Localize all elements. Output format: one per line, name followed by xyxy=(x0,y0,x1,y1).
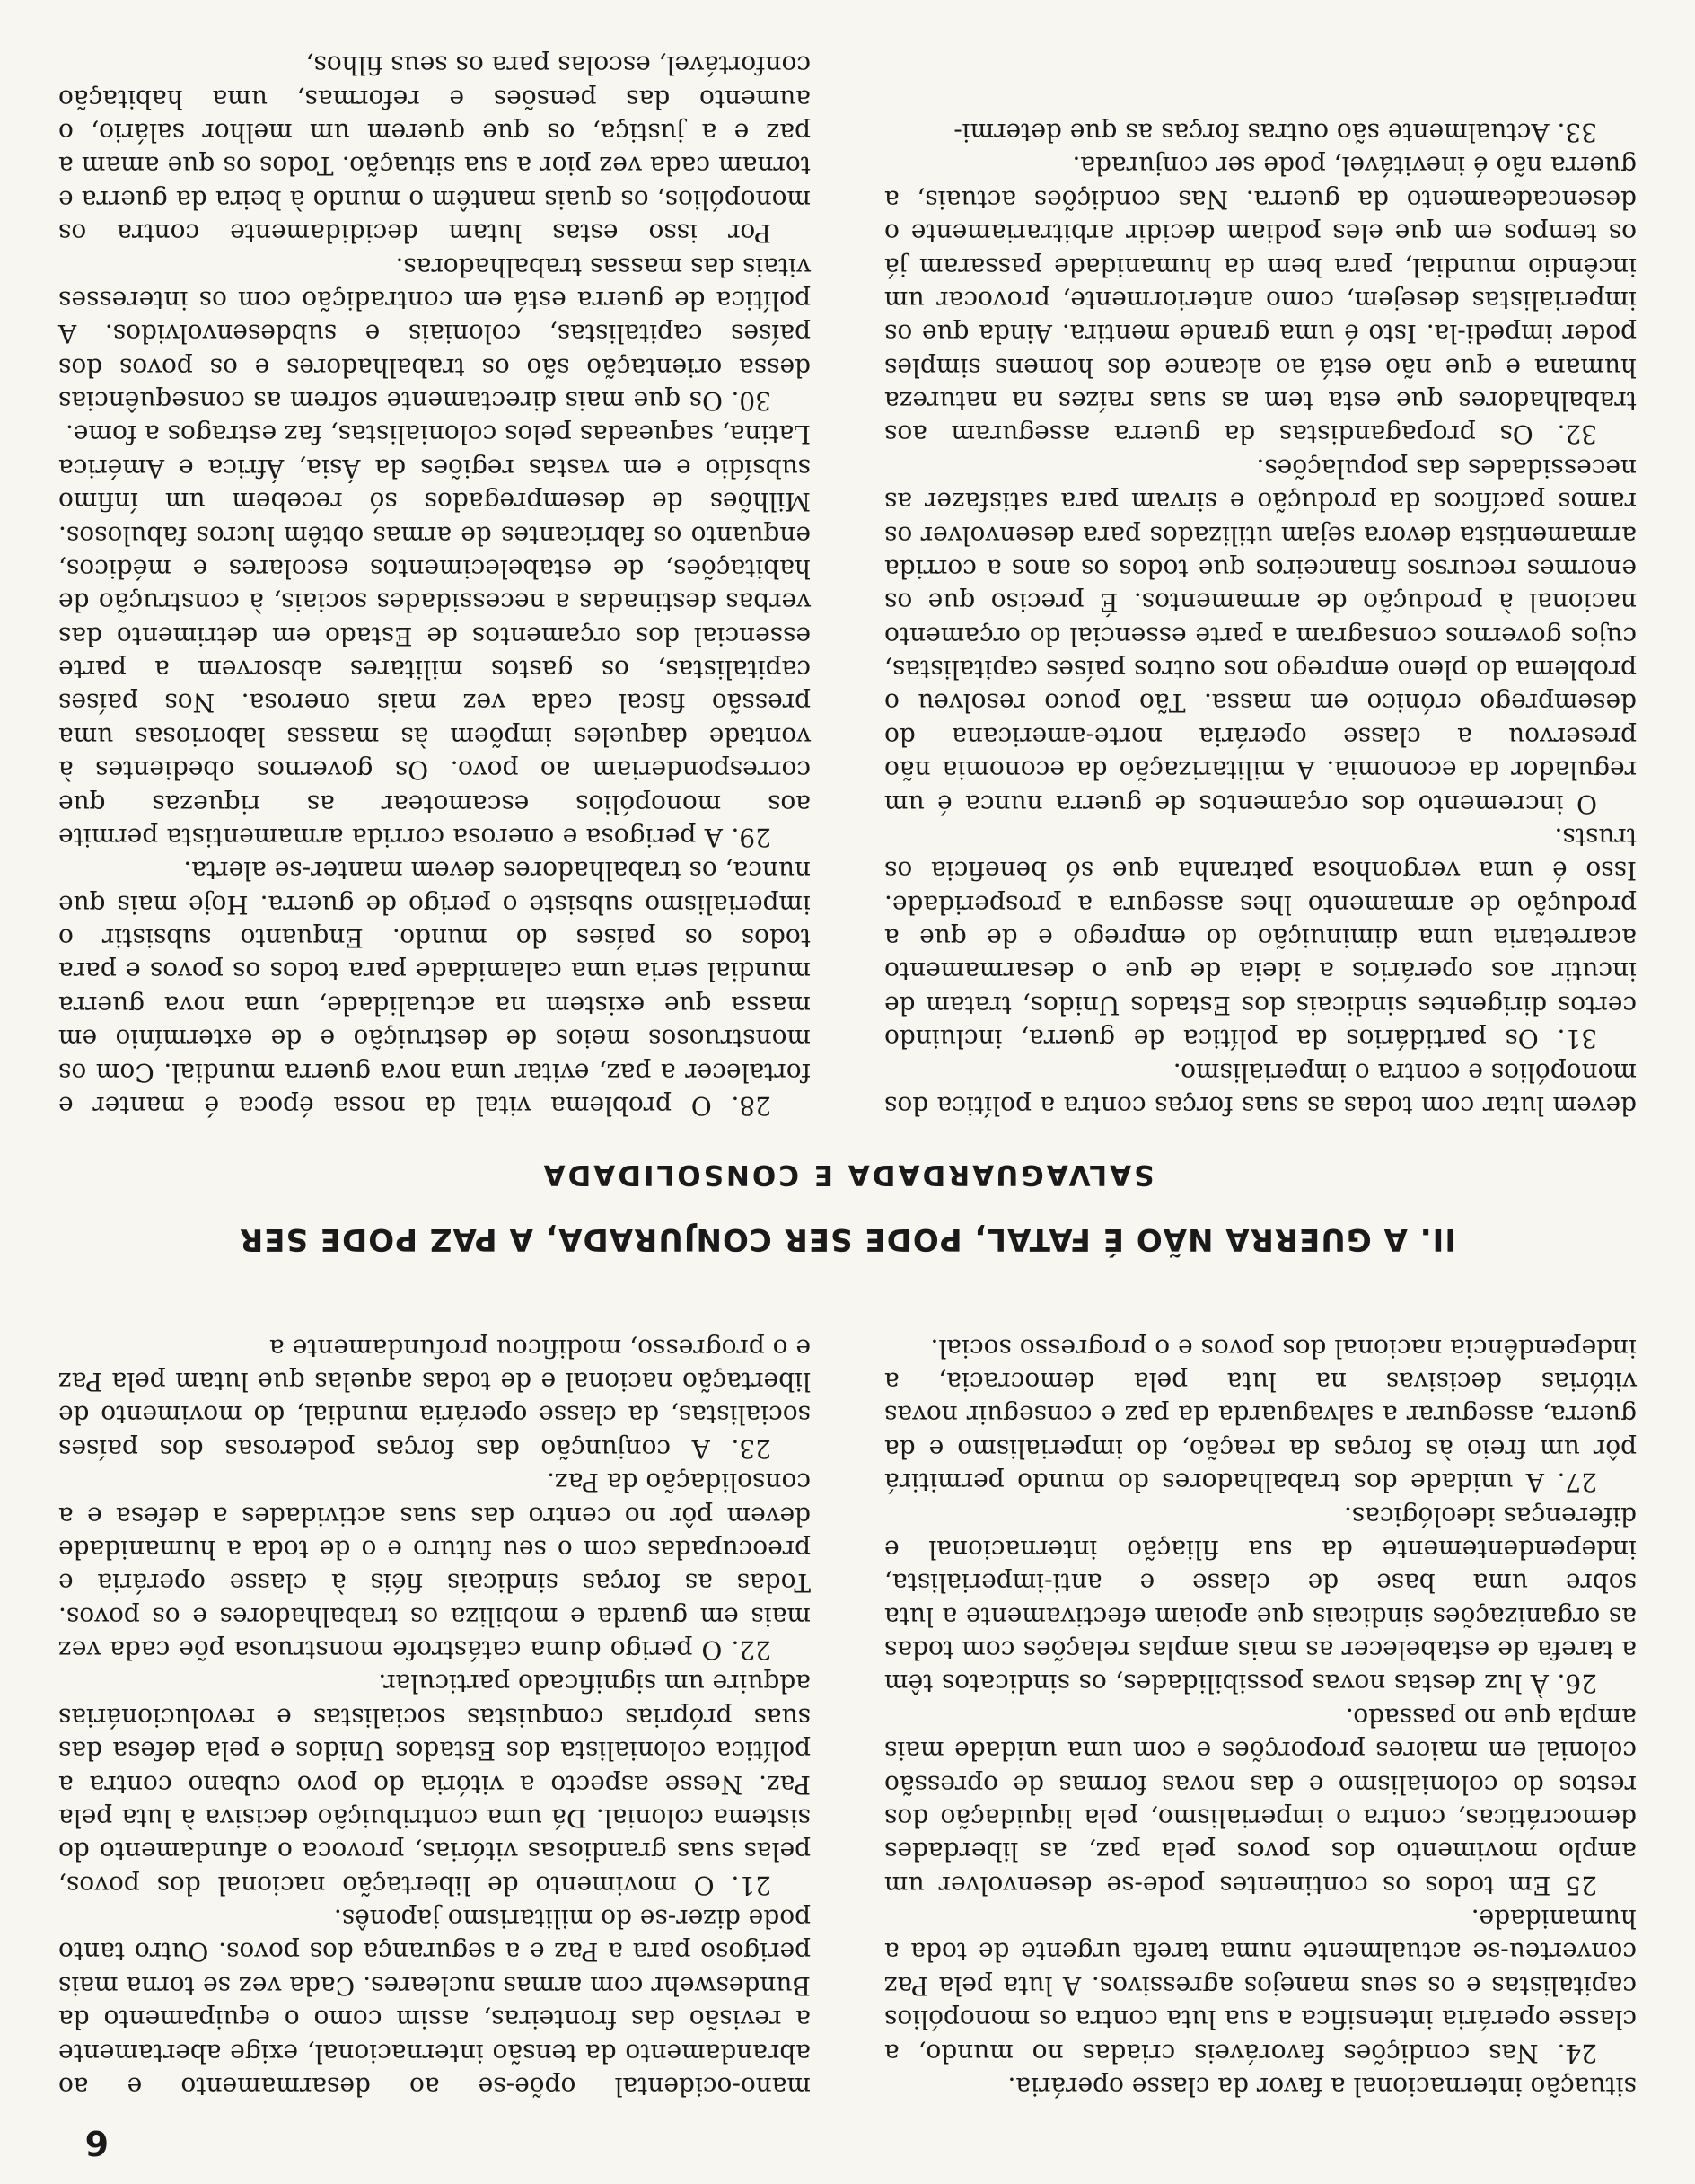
section-heading: II. A GUERRA NÃO É FATAL, PODE SER CONJURADA, A PAZ PODE SER xyxy=(239,1221,1456,1257)
column-top-left xyxy=(884,1331,1637,2103)
paragraph: 21. O movimento de libertação nacional dos povos, pelas suas grandiosas vitórias, provoca o afundamento do sistema colonial. Dá uma contribuição decisiva à luta pela Paz. Nesse aspecto a vitória do povo cubano contra a política colonialista dos Estados Unidos e pela defesa das suas próprias conquistas socialistas e revolucionárias adquire um significado particular. xyxy=(58,1669,811,1900)
paragraph: 25 Em todos os continentes pode-se desenvolver um amplo movimento dos povos pela paz, as liberdades democráticas, contra o imperialismo, pela liquidação dos restos do colonialismo e das novas formas de opressão colonial em maiores proporções e com uma unidade mais ampla que no passado. xyxy=(884,1702,1637,1900)
paragraph: mano-ocidental opõe-se ao desarmamento e ao abrandamento da tensão internacional, exige abertamente a revisão das fronteiras, assim como o equipamento da Bundeswehr com armas nucleares. Cada vez se torna mais perigoso para a Paz e a segurança dos povos. Outro tanto pode dizer-se do militarismo japonês. xyxy=(58,1904,811,2101)
paragraph: 27. A unidade dos trabalhadores do mundo permitirá pôr um freio às forças da reação, do imperialismo e da guerra, assegurar a salvaguarda da paz e conseguir novas vitórias decisivas na luta pela democracia, a independência nacional dos povos e o progresso social. xyxy=(884,1333,1637,1498)
paragraph: 23. A conjunção das forças poderosas dos países socialistas, da classe operária mundial, do movimento de libertação nacional e de todas aquelas que lutam pela Paz e o progresso, modificou profundamente a xyxy=(58,1333,811,1464)
paragraph: 24. Nas condições favoráveis criadas no mundo, a classe operária intensifica a sua luta contra os monopólios capitalistas e os seus manejos agressivos. A luta pela Paz converteu-se actualmente numa tarefa urgente de toda a humanidade. xyxy=(884,1904,1637,2068)
column-top-right xyxy=(58,1331,811,2103)
paragraph: devem lutar com todas as suas forças contra a política dos monopólios e contra o imperialismo. xyxy=(884,1057,1637,1121)
paragraph: 28. O problema vital da nossa época é manter e fortalecer a paz, evitar uma nova guerra mundial. Com os monstruosos meios de destruição e de extermínio em massa que existem na actualidade, uma nova guerra mundial seria uma calamidade para todos os povos e para todos os países do mundo. Enquanto subsistir o imperialismo subsiste o perigo de guerra. Hoje mais que nunca, os trabalhadores devem manter-se alerta. xyxy=(58,856,811,1121)
paragraph: situação internacional a favor da classe operária. xyxy=(1007,2072,1637,2101)
paragraph: 32. Os propagandistas da guerra asseguram aos trabalhadores que esta tem as suas raízes na natureza humana e que não está ao alcance dos homens simples poder impedi-la. Isto é uma grande mentira. Ainda que os imperialistas desejem, como anteriormente, provocar um incêndio mundial, para bem da humanidade passaram já os tempos em que eles podiam decidir arbitrariamente o desencadeamento da guerra. Nas condições actuais, a guerra não é inevitável, pode ser conjurada. xyxy=(884,151,1637,450)
paragraph: 30. Os que mais directamente sofrem as consequências dessa orientação são os trabalhadores e os povos dos países capitalistas, coloniais e subdesenvolvidos. A política de guerra está em contradição com os interesses vitais das massas trabalhadoras. xyxy=(58,251,811,417)
paragraph: 33. Actualmente são outras forças as que determi- xyxy=(953,118,1597,148)
column-bottom-left xyxy=(884,116,1637,1123)
paragraph: 22. O perigo duma catástrofe monstruosa põe cada vez mais em guarda e mobiliza os trabalhadores e os povos. Todas as forças sindicais fiéis à classe operária e preocupadas com o seu futuro e o de toda a humanidade devem pôr no centro das suas actividades a defesa e a consolidação da Paz. xyxy=(58,1467,811,1666)
column-bottom-right xyxy=(58,48,811,1123)
paragraph: 29. A perigosa e onerosa corrida armamentista permite aos monopólios escamotear as riquezas que corresponderiam ao povo. Os governos obedientes à vontade daqueles impõem às massas laboriosas uma pressão fiscal cada vez mais onerosa. Nos países capitalistas, os gastos militares absorvem a parte essencial dos orçamentos de Estado em detrimento das verbas destinadas a necessidades sociais, à construção de habitações, de estabelecimentos escolares e médicos, enquanto os fabricantes de armas obtêm lucros fabulosos. Milhões de desempregados só recebem um ínfimo subsídio e em vastas regiões da Ásia, África e América Latina, saqueadas pelos colonialistas, faz estragos a fome. xyxy=(58,419,811,852)
paragraph: 26. À luz destas novas possibilidades, os sindicatos têm a tarefa de estabelecer as mais amplas relações com todas as organizações sindicais que apoiam efectivamente a luta sobre uma base de classe e anti-imperialista, independentemente da sua filiação internacional e diferenças ideológicas. xyxy=(884,1501,1637,1699)
paragraph: 31. Os partidários da política de guerra, incluindo certos dirigentes sindicais dos Estados Unidos, tratam de incutir aos operários a ideia de que o desarmamento acarretaria uma diminuição do emprego e de que a produção de armamento lhes assegura a prosperidade. Isso é uma vergonhosa patranha que só beneficia os trusts. xyxy=(884,823,1637,1054)
paragraph: Por isso estas lutam decididamente contra os monopólios, os quais mantêm o mundo à beira da guerra e tornam cada vez pior a sua situação. Todos os que amam a paz e a justiça, os que querem um melhor salário, o aumento das pensões e reformas, uma habitação confortável, escolas para os seus filhos, xyxy=(58,50,811,249)
paragraph: O incremento dos orçamentos de guerra nunca é um regulador da economia. A militarização da economia não preservou a classe operária norte-americana do desemprego crónico em massa. Tão pouco resolveu o problema do pleno emprego nos outros países capitalistas, cujos governos consagram a parte essencial do orçamento nacional à produção de armamentos. É preciso que os enormes recursos financeiros que todos os anos a corrida armamentista devora sejam utilizados para desenvolver os ramos pacíficos da produção e sirvam para satisfazer as necessidades das populações. xyxy=(884,453,1637,819)
section-subheading: SALVAGUARDADA E CONSOLIDADA xyxy=(540,1158,1155,1191)
page-number: 6 xyxy=(84,2123,109,2162)
